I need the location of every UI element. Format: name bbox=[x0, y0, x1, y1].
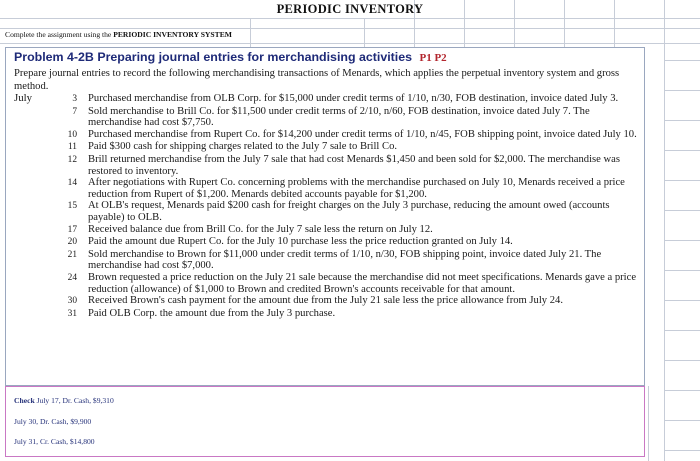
transaction-text: Purchased merchandise from Rupert Co. for $14,200 under credit terms of 1/10, n/45, FOB shipping point, invoice dated July 10. bbox=[88, 128, 637, 140]
transaction-text: After negotiations with Rupert Co. concerning problems with the merchandise purchased on July 10, Menards received a price reduction from Rupert of $1,200. Menards debited accounts payable for $1,200. bbox=[88, 177, 625, 200]
transaction-row bbox=[14, 308, 642, 321]
transaction-row bbox=[14, 93, 642, 106]
transaction-text: Received balance due from Brill Co. for the July 7 sale less the return on July 12. bbox=[88, 223, 433, 235]
transaction-day: 31 bbox=[67, 308, 77, 319]
check-line-3: July 31, Cr. Cash, $14,800 bbox=[14, 437, 95, 446]
problem-number: Problem 4-2B bbox=[14, 50, 94, 64]
check-label: Check bbox=[14, 396, 35, 405]
transaction-day: 15 bbox=[67, 201, 77, 212]
transaction-day: 21 bbox=[67, 249, 77, 260]
transaction-row bbox=[14, 154, 642, 177]
check-value-1: July 17, Dr. Cash, $9,310 bbox=[34, 396, 114, 405]
transaction-row bbox=[14, 177, 642, 200]
transaction-day: 3 bbox=[72, 94, 77, 104]
transaction-text: Paid $300 cash for shipping charges related to the July 7 sale to Brill Co. bbox=[88, 141, 398, 153]
transaction-day: 7 bbox=[72, 106, 77, 117]
check-figures-box bbox=[5, 386, 645, 457]
transaction-day: 10 bbox=[67, 129, 77, 140]
transaction-row bbox=[14, 295, 642, 308]
transaction-row bbox=[14, 106, 642, 129]
instruction-prefix: Complete the assignment using the bbox=[5, 30, 114, 39]
transaction-day: 24 bbox=[67, 272, 77, 283]
check-line-1 bbox=[14, 396, 114, 405]
problem-box bbox=[5, 47, 645, 386]
transaction-row bbox=[14, 200, 642, 223]
transaction-row bbox=[14, 224, 642, 237]
transaction-row bbox=[14, 129, 642, 142]
transaction-day: 12 bbox=[67, 154, 77, 165]
learning-objectives: P1 P2 bbox=[419, 52, 447, 64]
problem-heading bbox=[14, 50, 447, 64]
transaction-text: At OLB's request, Menards paid $200 cash for freight charges on the July 3 purchase, reducing the amount owed (accounts payable) to OLB. bbox=[88, 200, 610, 223]
transaction-text: Sold merchandise to Brill Co. for $11,500 under credit terms of 2/10, n/60, FOB destination, invoice dated July 7. The merchandise had cost $7,750. bbox=[88, 105, 590, 129]
transaction-text: Brown requested a price reduction on the July 21 sale because the merchandise did not meet specifications. Menards gave a price reduction (allowance) of $1,000 to Brown and credited Brown's accounts receivable for that amount. bbox=[88, 271, 637, 295]
transaction-day: 20 bbox=[67, 237, 77, 248]
sheet-title: PERIODIC INVENTORY bbox=[276, 2, 424, 16]
transaction-day: 17 bbox=[67, 224, 77, 235]
transaction-row bbox=[14, 236, 642, 249]
transaction-row bbox=[14, 141, 642, 154]
transaction-text: Paid OLB Corp. the amount due from the July 3 purchase. bbox=[88, 307, 336, 319]
problem-intro: Prepare journal entries to record the following merchandising transactions of Menards, which applies the perpetual inventory system and gross method. bbox=[14, 68, 620, 92]
transaction-day: 14 bbox=[67, 178, 77, 189]
transaction-row bbox=[14, 272, 642, 295]
problem-title: Preparing journal entries for merchandising activities bbox=[97, 50, 413, 64]
transaction-list bbox=[14, 93, 642, 320]
transaction-text: Sold merchandise to Brown for $11,000 under credit terms of 1/10, n/30, FOB shipping point, invoice dated July 21. The merchandise had cost $7,000. bbox=[88, 248, 602, 272]
transaction-text: Purchased merchandise from OLB Corp. for $15,000 under credit terms of 1/10, n/30, FOB destination, invoice dated July 3. bbox=[88, 93, 619, 104]
transaction-day: 11 bbox=[67, 142, 77, 153]
transaction-text: Paid the amount due Rupert Co. for the July 10 purchase less the price reduction granted on July 14. bbox=[88, 236, 513, 248]
instruction-system: PERIODIC INVENTORY SYSTEM bbox=[113, 30, 232, 39]
transaction-row bbox=[14, 249, 642, 272]
transaction-text: Brill returned merchandise from the July 7 sale that had cost Menards $1,450 and been sold for $2,000. The merchandise was restored to inventory. bbox=[88, 153, 620, 177]
transaction-text: Received Brown's cash payment for the amount due from the July 21 sale less the price allowance from July 24. bbox=[88, 295, 563, 307]
transaction-day: 30 bbox=[67, 296, 77, 307]
transaction-month: July bbox=[14, 92, 32, 104]
assignment-instruction bbox=[5, 30, 232, 42]
check-line-2: July 30, Dr. Cash, $9,900 bbox=[14, 417, 92, 426]
